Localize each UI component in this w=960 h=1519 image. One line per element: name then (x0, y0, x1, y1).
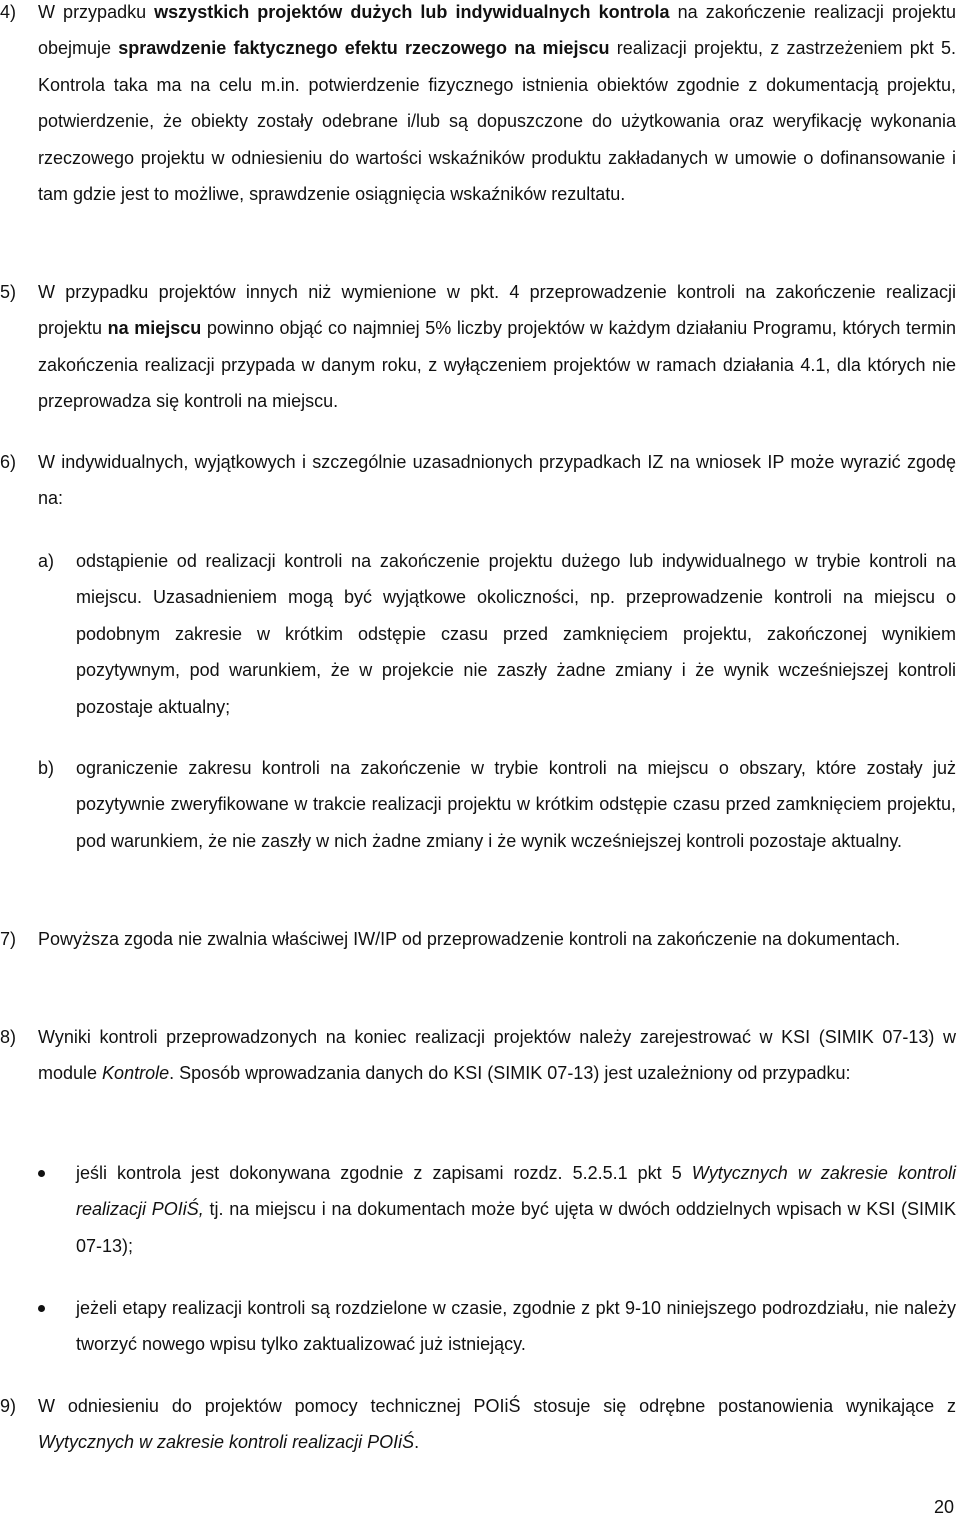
italic-text: Wytycznych w zakresie kontroli realizacji POIiŚ (38, 1432, 415, 1453)
bullet-icon (38, 1305, 45, 1312)
paragraph-text: W przypadku projektów innych niż wymienione w pkt. 4 przeprowadzenie kontroli na zakończenie realizacji projektu na miejscu powinno objąć co najmniej 5% liczby projektów w każdym działaniu Programu, których termin zakończenia realizacji przypada w danym roku, z wyłączeniem projektów w ramach działania 4.1, dla których nie przeprowadza się kontroli na miejscu. (38, 282, 957, 412)
paragraph-text: W odniesieniu do projektów pomocy technicznej POIiŚ stosuje się odrębne postanowienia wynikające z Wytycznych w zakresie kontroli realizacji POIiŚ. (38, 1396, 956, 1453)
italic-text: Kontrole (102, 1063, 170, 1084)
paragraph-5 (0, 274, 956, 420)
item-number: 8) (0, 1027, 17, 1047)
item-number: 6) (0, 452, 17, 472)
subitem-text: ograniczenie zakresu kontroli na zakończenie w trybie kontroli na miejscu o obszary, które zostały już pozytywnie zweryfikowane w trakcie realizacji projektu w krótkim odstępie czasu przed zamknięciem projektu, pod warunkiem, że nie zaszły w nich żadne zmiany i że wynik wcześniejszej kontroli pozostaje aktualny. (76, 758, 956, 851)
paragraph-9 (0, 1388, 956, 1461)
paragraph-text: Powyższa zgoda nie zwalnia właściwej IW/IP od przeprowadzenie kontroli na zakończenie na dokumentach. (38, 929, 901, 949)
item-letter: a) (38, 551, 55, 571)
paragraph-7 (0, 921, 956, 957)
paragraph-6 (0, 444, 956, 517)
bullet-text: jeśli kontrola jest dokonywana zgodnie z zapisami rozdz. 5.2.5.1 pkt 5 Wytycznych w zakresie kontroli realizacji POIiŚ, tj. na miejscu i na dokumentach może być ujęta w dwóch oddzielnych wpisach w KSI (SIMIK 07-13); (76, 1163, 956, 1256)
page-number: 20 (933, 1497, 954, 1517)
subitem-a (0, 543, 956, 725)
bold-text: sprawdzenie faktycznego efektu rzeczowego na miejscu (118, 38, 610, 59)
paragraph-text: Wyniki kontroli przeprowadzonych na koniec realizacji projektów należy zarejestrować w KSI (SIMIK 07-13) w module Kontrole. Sposób wprowadzania danych do KSI (SIMIK 07-13) jest uzależniony od przypadku: (38, 1027, 956, 1084)
subitem-b (0, 750, 956, 859)
item-number: 4) (0, 2, 17, 22)
paragraph-8 (0, 1019, 956, 1092)
paragraph-text: W indywidualnych, wyjątkowych i szczególnie uzasadnionych przypadkach IZ na wniosek IP może wyrazić zgodę na: (38, 452, 956, 509)
bullet-item-2 (0, 1290, 956, 1363)
item-number: 9) (0, 1396, 17, 1416)
bold-text: wszystkich projektów dużych lub indywidualnych kontrola (154, 2, 670, 22)
paragraph-text: W przypadku wszystkich projektów dużych lub indywidualnych kontrola na zakończenie realizacji projektu obejmuje sprawdzenie faktycznego efektu rzeczowego na miejscu realizacji projektu, z zastrzeżeniem pkt 5. Kontrola taka ma na celu m.in. potwierdzenie fizycznego istnienia obiektów zgodnie z dokumentacją projektu, potwierdzenie, że obiekty zostały odebrane i/lub są dopuszczone do użytkowania oraz weryfikację wykonania rzeczowego projektu w odniesieniu do wartości wskaźników produktu zakładanych w umowie o dofinansowanie i tam gdzie jest to możliwe, sprawdzenie osiągnięcia wskaźników rezultatu. (38, 2, 957, 205)
bold-text: na miejscu (107, 318, 202, 339)
italic-text: Wytycznych w zakresie kontroli realizacji POIiŚ, (76, 1163, 956, 1220)
paragraph-4 (0, 0, 956, 212)
bullet-icon (38, 1170, 45, 1177)
bullet-text: jeżeli etapy realizacji kontroli są rozdzielone w czasie, zgodnie z pkt 9-10 niniejszego podrozdziału, nie należy tworzyć nowego wpisu tylko zaktualizować już istniejący. (76, 1298, 956, 1355)
bullet-item-1 (0, 1155, 956, 1264)
item-number: 7) (0, 929, 17, 949)
subitem-text: odstąpienie od realizacji kontroli na zakończenie projektu dużego lub indywidualnego w trybie kontroli na miejscu. Uzasadnieniem mogą być wyjątkowe okoliczności, np. przeprowadzenie kontroli na miejscu o podobnym zakresie w krótkim odstępie czasu przed zamknięciem projektu, zakończonej wynikiem pozytywnym, pod warunkiem, że w projekcie nie zaszły żadne zmiany i że wynik wcześniejszej kontroli pozostaje aktualny; (76, 551, 956, 717)
item-letter: b) (38, 758, 55, 778)
item-number: 5) (0, 282, 17, 302)
